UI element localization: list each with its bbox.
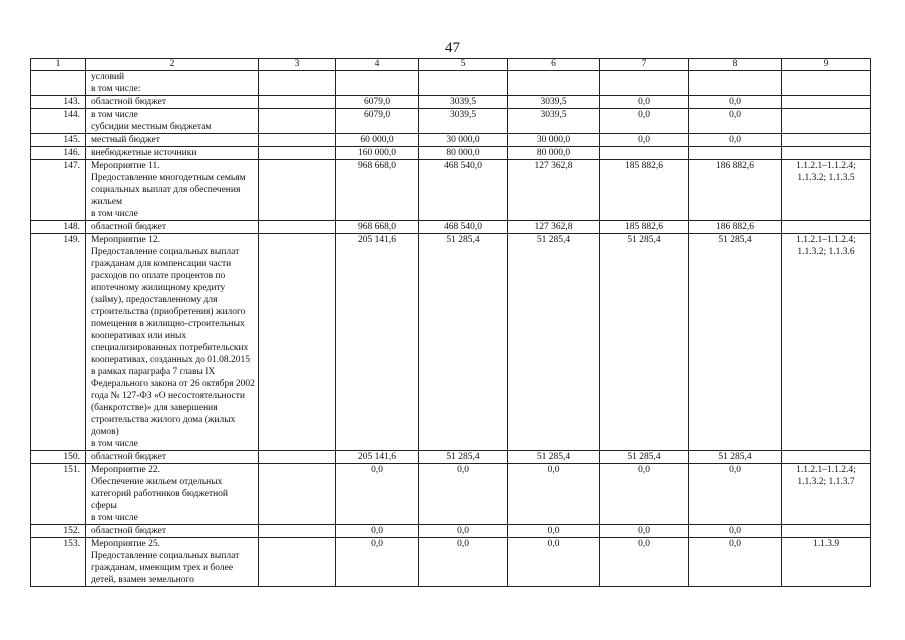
value-cell: 51 285,4 — [600, 234, 689, 451]
value-cell: 0,0 — [508, 538, 600, 587]
value-cell: 51 285,4 — [689, 451, 782, 464]
value-cell: 3039,5 — [508, 109, 600, 134]
value-cell: 80 000,0 — [508, 147, 600, 160]
table-row — [31, 464, 871, 525]
table-row — [31, 160, 871, 221]
value-cell — [508, 71, 600, 96]
value-cell: 6079,0 — [336, 96, 419, 109]
target-indicator-cell: 1.1.2.1–1.1.2.4; 1.1.3.2; 1.1.3.5 — [782, 160, 871, 221]
table-row — [31, 71, 871, 96]
target-indicator-cell — [782, 109, 871, 134]
table-row — [31, 451, 871, 464]
table-row — [31, 96, 871, 109]
value-cell: 0,0 — [600, 538, 689, 587]
row-number-cell: 147. — [31, 160, 86, 221]
column-number-row — [31, 59, 871, 71]
value-cell: 160 000,0 — [336, 147, 419, 160]
value-cell: 0,0 — [689, 464, 782, 525]
header-cell: 9 — [782, 59, 871, 71]
description-cell: Мероприятие 12. Предоставление социальных выплат гражданам для компенсации части расходов по оплате процентов по ипотечному жилищному кредиту (займу), предоставленному для строительства (приобретения) жилого помещения в жилищно-строительных кооперативах или иных специализированных потребительских кооперативах, созданных до 01.08.2015 в рамках параграфа 7 главы IX Федерального закона от 26 октября 2002 года № 127-ФЗ «О несостоятельности (банкротстве)» для завершения строительства жилого дома (жилых домов) в том числе — [86, 234, 259, 451]
target-indicator-cell — [782, 96, 871, 109]
row-number-cell: 152. — [31, 525, 86, 538]
value-cell: 0,0 — [689, 525, 782, 538]
value-cell — [259, 464, 336, 525]
value-cell: 0,0 — [600, 109, 689, 134]
header-cell: 4 — [336, 59, 419, 71]
description-cell: условий в том числе: — [86, 71, 259, 96]
value-cell: 0,0 — [600, 96, 689, 109]
row-number-cell — [31, 71, 86, 96]
value-cell: 0,0 — [419, 464, 508, 525]
row-number-cell: 143. — [31, 96, 86, 109]
value-cell: 968 668,0 — [336, 160, 419, 221]
target-indicator-cell — [782, 525, 871, 538]
value-cell: 127 362,8 — [508, 221, 600, 234]
row-number-cell: 150. — [31, 451, 86, 464]
value-cell — [600, 71, 689, 96]
value-cell: 468 540,0 — [419, 160, 508, 221]
header-cell: 1 — [31, 59, 86, 71]
header-cell: 3 — [259, 59, 336, 71]
table-row — [31, 109, 871, 134]
target-indicator-cell — [782, 147, 871, 160]
value-cell: 0,0 — [419, 525, 508, 538]
target-indicator-cell — [782, 221, 871, 234]
value-cell: 30 000,0 — [419, 134, 508, 147]
budget-table — [30, 58, 871, 587]
value-cell: 60 000,0 — [336, 134, 419, 147]
target-indicator-cell — [782, 71, 871, 96]
value-cell: 0,0 — [600, 464, 689, 525]
row-number-cell: 148. — [31, 221, 86, 234]
description-cell: областной бюджет — [86, 96, 259, 109]
value-cell — [259, 221, 336, 234]
header-cell: 6 — [508, 59, 600, 71]
row-number-cell: 146. — [31, 147, 86, 160]
target-indicator-cell — [782, 451, 871, 464]
row-number-cell: 153. — [31, 538, 86, 587]
row-number-cell: 145. — [31, 134, 86, 147]
value-cell: 185 882,6 — [600, 160, 689, 221]
value-cell — [419, 71, 508, 96]
value-cell: 51 285,4 — [689, 234, 782, 451]
value-cell: 51 285,4 — [600, 451, 689, 464]
description-cell: областной бюджет — [86, 451, 259, 464]
value-cell: 968 668,0 — [336, 221, 419, 234]
value-cell: 0,0 — [508, 464, 600, 525]
table-row — [31, 525, 871, 538]
value-cell: 0,0 — [600, 525, 689, 538]
value-cell: 186 882,6 — [689, 221, 782, 234]
value-cell — [259, 109, 336, 134]
value-cell — [259, 96, 336, 109]
header-cell: 7 — [600, 59, 689, 71]
value-cell: 3039,5 — [419, 96, 508, 109]
value-cell: 185 882,6 — [600, 221, 689, 234]
row-number-cell: 149. — [31, 234, 86, 451]
value-cell: 127 362,8 — [508, 160, 600, 221]
description-cell: в том числе субсидии местным бюджетам — [86, 109, 259, 134]
description-cell: Мероприятие 25. Предоставление социальных выплат гражданам, имеющим трех и более детей, взамен земельного — [86, 538, 259, 587]
value-cell: 205 141,6 — [336, 451, 419, 464]
value-cell: 0,0 — [600, 134, 689, 147]
description-cell: Мероприятие 22. Обеспечение жильем отдельных категорий работников бюджетной сферы в том числе — [86, 464, 259, 525]
value-cell — [259, 538, 336, 587]
value-cell: 0,0 — [419, 538, 508, 587]
description-cell: Мероприятие 11. Предоставление многодетным семьям социальных выплат для обеспечения жильем в том числе — [86, 160, 259, 221]
value-cell — [259, 160, 336, 221]
table-row — [31, 147, 871, 160]
value-cell — [689, 147, 782, 160]
row-number-cell: 144. — [31, 109, 86, 134]
value-cell — [600, 147, 689, 160]
value-cell: 0,0 — [336, 525, 419, 538]
table-row — [31, 234, 871, 451]
value-cell: 80 000,0 — [419, 147, 508, 160]
value-cell: 0,0 — [689, 538, 782, 587]
value-cell: 30 000,0 — [508, 134, 600, 147]
header-cell: 8 — [689, 59, 782, 71]
table-row — [31, 221, 871, 234]
value-cell: 468 540,0 — [419, 221, 508, 234]
value-cell: 186 882,6 — [689, 160, 782, 221]
value-cell: 51 285,4 — [508, 451, 600, 464]
value-cell — [259, 234, 336, 451]
target-indicator-cell: 1.1.2.1–1.1.2.4; 1.1.3.2; 1.1.3.7 — [782, 464, 871, 525]
value-cell: 6079,0 — [336, 109, 419, 134]
value-cell — [259, 147, 336, 160]
page-number: 47 — [445, 40, 460, 56]
row-number-cell: 151. — [31, 464, 86, 525]
value-cell: 3039,5 — [508, 96, 600, 109]
target-indicator-cell: 1.1.2.1–1.1.2.4; 1.1.3.2; 1.1.3.6 — [782, 234, 871, 451]
value-cell: 0,0 — [336, 464, 419, 525]
description-cell: местный бюджет — [86, 134, 259, 147]
value-cell: 3039,5 — [419, 109, 508, 134]
value-cell — [259, 71, 336, 96]
table-row — [31, 538, 871, 587]
value-cell: 0,0 — [508, 525, 600, 538]
description-cell: внебюджетные источники — [86, 147, 259, 160]
header-cell: 2 — [86, 59, 259, 71]
description-cell: областной бюджет — [86, 221, 259, 234]
value-cell — [336, 71, 419, 96]
value-cell: 51 285,4 — [419, 234, 508, 451]
target-indicator-cell: 1.1.3.9 — [782, 538, 871, 587]
description-cell: областной бюджет — [86, 525, 259, 538]
value-cell: 0,0 — [689, 96, 782, 109]
value-cell: 0,0 — [336, 538, 419, 587]
value-cell — [259, 134, 336, 147]
header-cell: 5 — [419, 59, 508, 71]
value-cell — [259, 451, 336, 464]
value-cell: 0,0 — [689, 134, 782, 147]
value-cell: 51 285,4 — [508, 234, 600, 451]
value-cell: 51 285,4 — [419, 451, 508, 464]
value-cell — [259, 525, 336, 538]
table-row — [31, 134, 871, 147]
target-indicator-cell — [782, 134, 871, 147]
value-cell: 205 141,6 — [336, 234, 419, 451]
value-cell: 0,0 — [689, 109, 782, 134]
value-cell — [689, 71, 782, 96]
